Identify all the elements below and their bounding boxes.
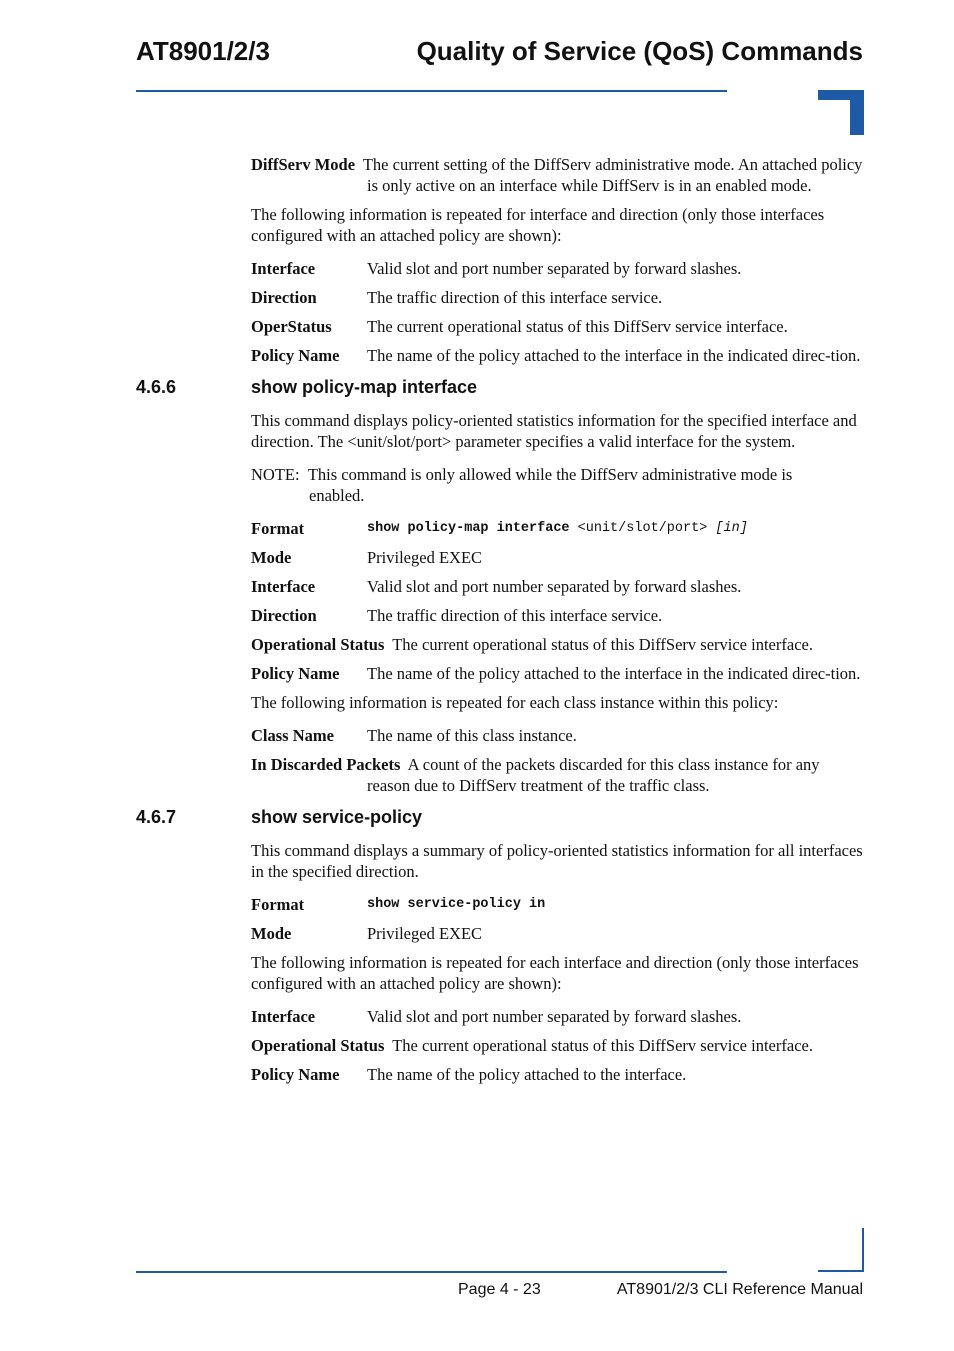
section-title: show policy-map interface (251, 377, 478, 397)
diffserv-mode-definition (251, 154, 863, 196)
header-rule (136, 90, 727, 92)
definition-row (251, 345, 863, 366)
definition-term: Format (251, 519, 305, 538)
definition-row (251, 1064, 863, 1085)
operational-status-definition (251, 634, 863, 655)
header-corner-mark-vertical (850, 90, 864, 135)
definition-term: Mode (251, 548, 292, 567)
section-title: show service-policy (251, 807, 423, 827)
definition-term: Format (251, 895, 305, 914)
definition-desc: The current operational status of this DiffServ service interface. (392, 1036, 813, 1055)
definition-desc: The current operational status of this DiffServ service interface. (367, 317, 788, 336)
definition-desc: Valid slot and port number separated by forward slashes. (367, 1007, 742, 1026)
paragraph: The following information is repeated for interface and direction (only those interfaces configured with an attached policy are shown): (251, 205, 825, 245)
definition-term: Direction (251, 606, 317, 625)
definition-desc: The traffic direction of this interface service. (367, 288, 663, 307)
definition-row (251, 287, 863, 308)
definition-row (251, 663, 863, 684)
definition-row (251, 725, 863, 746)
paragraph: The following information is repeated for each interface and direction (only those interfaces configured with an attached policy are shown): (251, 953, 859, 993)
operational-status-definition (251, 1035, 863, 1056)
footer-corner-mark (862, 1228, 864, 1272)
definition-desc: Valid slot and port number separated by forward slashes. (367, 259, 742, 278)
definition-term: Operational Status (251, 1036, 385, 1055)
note (251, 464, 849, 506)
paragraph: This command displays a summary of policy-oriented statistics information for all interfaces in the specified direction. (251, 841, 863, 881)
definition-desc: The name of the policy attached to the interface. (367, 1065, 687, 1084)
section-heading-4-6-6 (136, 376, 863, 398)
mode-row (251, 547, 863, 568)
note-label: NOTE: (251, 465, 300, 484)
definition-term: Mode (251, 924, 292, 943)
definition-term: Interface (251, 259, 316, 278)
section-number: 4.6.7 (136, 807, 177, 827)
definition-term: Interface (251, 577, 316, 596)
definition-row (251, 576, 863, 597)
note-text: This command is only allowed while the DiffServ administrative mode is enabled. (307, 465, 793, 505)
definition-term: Class Name (251, 726, 334, 745)
definition-desc: A count of the packets discarded for this class instance for any reason due to DiffServ treatment of the traffic class. (367, 755, 820, 795)
definition-desc: Valid slot and port number separated by forward slashes. (367, 577, 742, 596)
paragraph: This command displays policy-oriented statistics information for the specified interface and direction. The <unit/slot/port> parameter specifies a valid interface for the system. (251, 411, 857, 451)
command-keyword: show service-policy in (367, 897, 546, 912)
mode-row (251, 923, 863, 944)
header-product-title: AT8901/2/3 (136, 36, 270, 66)
page-content (136, 154, 863, 1093)
definition-desc: Privileged EXEC (367, 548, 483, 567)
header-chapter-title: Quality of Service (QoS) Commands (416, 36, 863, 66)
definition-desc: The name of this class instance. (367, 726, 577, 745)
paragraph: The following information is repeated for each class instance within this policy: (251, 693, 779, 712)
command-argument: <unit/slot/port> (577, 521, 708, 536)
footer-rule (136, 1271, 727, 1273)
format-row (251, 894, 863, 915)
command-syntax (367, 894, 863, 915)
definition-desc: The name of the policy attached to the interface in the indicated direc-tion. (367, 664, 861, 683)
definition-desc: The traffic direction of this interface service. (367, 606, 663, 625)
definition-row (251, 258, 863, 279)
definition-term: DiffServ Mode (251, 155, 356, 174)
footer-manual-title: AT8901/2/3 CLI Reference Manual (616, 1281, 863, 1298)
definition-row (251, 1006, 863, 1027)
command-option: [in] (715, 521, 748, 536)
in-discarded-packets-definition (251, 754, 863, 796)
command-keyword: show policy-map interface (367, 521, 570, 536)
definition-row (251, 316, 863, 337)
definition-term: Policy Name (251, 664, 340, 683)
definition-term: OperStatus (251, 317, 332, 336)
format-row (251, 518, 863, 539)
definition-term: Policy Name (251, 1065, 340, 1084)
definition-term: Operational Status (251, 635, 385, 654)
definition-term: Interface (251, 1007, 316, 1026)
definition-term: Policy Name (251, 346, 340, 365)
definition-term: In Discarded Packets (251, 755, 401, 774)
footer-corner-mark-horizontal (818, 1270, 864, 1272)
definition-desc: The current operational status of this DiffServ service interface. (392, 635, 813, 654)
section-heading-4-6-7 (136, 806, 863, 828)
command-syntax (367, 518, 863, 539)
definition-desc: Privileged EXEC (367, 924, 483, 943)
definition-desc: The current setting of the DiffServ administrative mode. An attached policy is only active on an interface while DiffServ is in an enabled mode. (362, 155, 863, 195)
definition-row (251, 605, 863, 626)
definition-desc: The name of the policy attached to the interface in the indicated direc-tion. (367, 346, 861, 365)
section-number: 4.6.6 (136, 377, 177, 397)
definition-term: Direction (251, 288, 317, 307)
footer-page-number: Page 4 - 23 (458, 1281, 541, 1298)
